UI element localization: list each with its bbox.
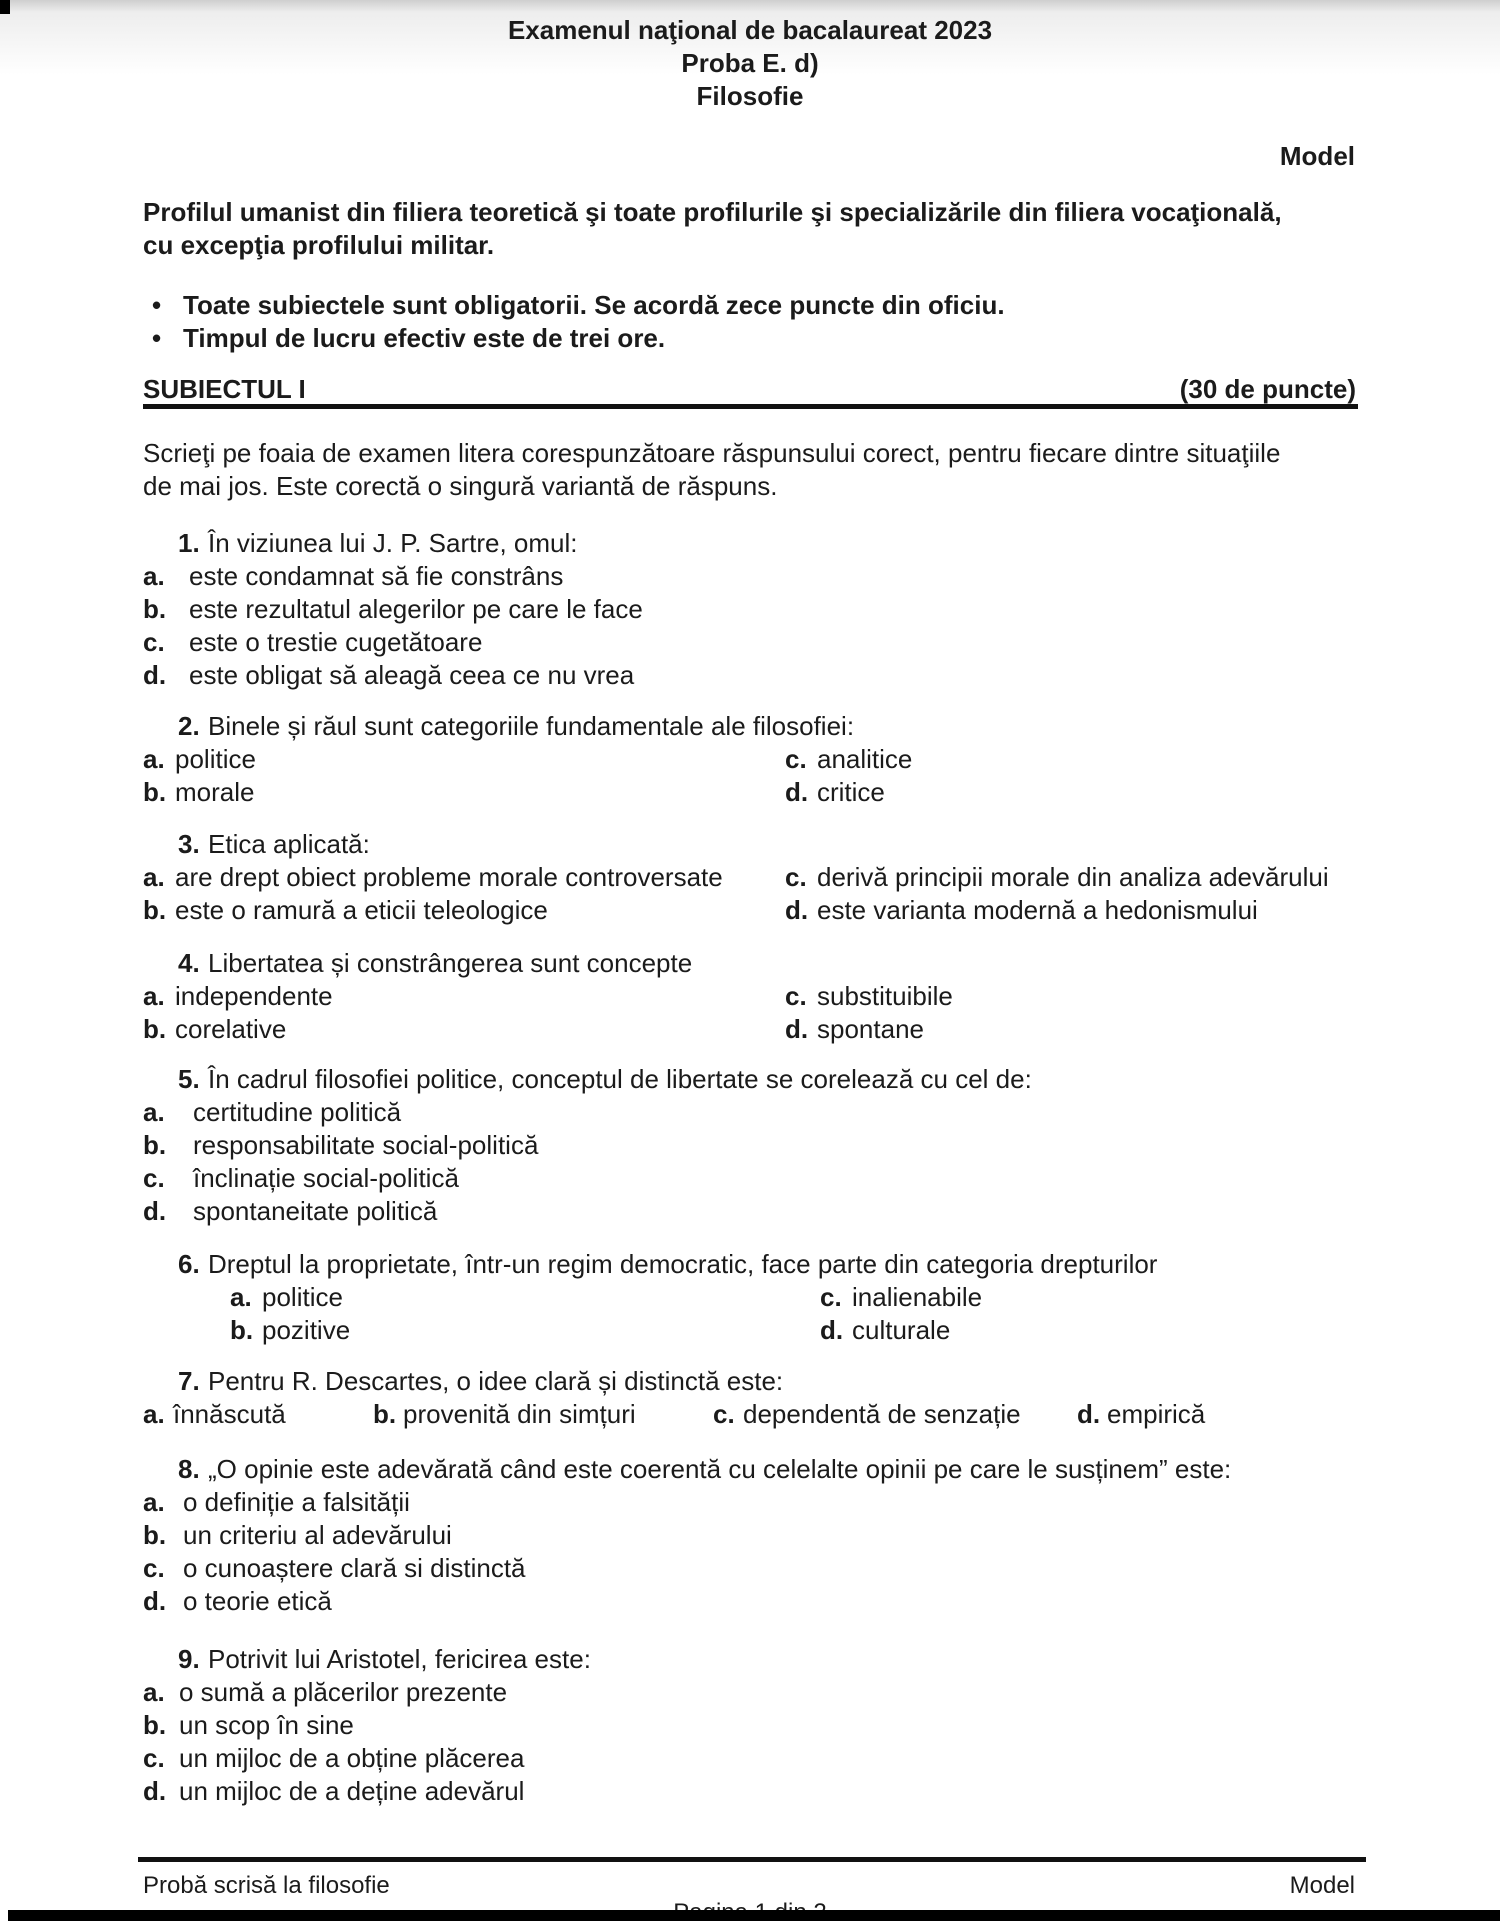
option-text: politice: [175, 744, 256, 774]
question-number: 5.: [178, 1064, 200, 1094]
option: [143, 594, 643, 624]
subject-label: SUBIECTUL I: [143, 374, 306, 404]
bullet-icon: •: [152, 290, 162, 320]
option-letter: c.: [143, 627, 165, 657]
option-text: o cunoaștere clară si distinctă: [183, 1553, 526, 1583]
option-letter: c.: [143, 1163, 165, 1193]
option-letter: d.: [1077, 1399, 1101, 1429]
option-letter: c.: [820, 1282, 842, 1312]
question-text: „O opinie este adevărată când este coerentă cu celelalte opinii pe care le susținem” este:: [208, 1454, 1232, 1484]
question-1: [143, 527, 1483, 692]
profile-note: [143, 196, 1463, 262]
bullet-icon: •: [152, 323, 162, 353]
option: [143, 1487, 410, 1517]
option: [143, 561, 563, 591]
question-4: [143, 947, 1483, 1046]
option-letter: c.: [143, 1743, 165, 1773]
option-row: [143, 1709, 1483, 1742]
option: [785, 981, 953, 1011]
question-8: [143, 1453, 1483, 1618]
option-letter: a.: [143, 981, 165, 1011]
option-text: o sumă a plăcerilor prezente: [179, 1677, 508, 1707]
option-row: [143, 1519, 1483, 1552]
option-column-right: [785, 861, 1329, 894]
option: [143, 1097, 401, 1127]
question-heading: [143, 527, 1483, 560]
question-9: [143, 1643, 1483, 1808]
question-number: 8.: [178, 1454, 200, 1484]
question-text: Dreptul la proprietate, într-un regim democratic, face parte din categoria drepturilor: [208, 1249, 1158, 1279]
question-6: [143, 1248, 1483, 1347]
question-text: În viziunea lui J. P. Sartre, omul:: [208, 528, 578, 558]
option-row: [143, 560, 1483, 593]
option-row: [143, 626, 1483, 659]
option-text: este obligat să aleagă ceea ce nu vrea: [189, 660, 635, 690]
option: [820, 1282, 982, 1312]
option-row: [143, 743, 1483, 776]
question-7: [143, 1365, 1483, 1431]
option-text: culturale: [852, 1315, 951, 1345]
option-row: [143, 1162, 1483, 1195]
option-row: [143, 1676, 1483, 1709]
option-cell: [373, 1398, 636, 1431]
instruction-text: Timpul de lucru efectiv este de trei ore.: [183, 323, 666, 353]
option-text: critice: [817, 777, 885, 807]
option-cell: [713, 1398, 1021, 1431]
option-text: este condamnat să fie constrâns: [189, 561, 564, 591]
option-column-right: [785, 776, 885, 809]
question-heading: [143, 1248, 1483, 1281]
footer-left-text: Probă scrisă la filosofie: [143, 1872, 390, 1899]
option-letter: a.: [143, 1399, 165, 1429]
option-letter: d.: [820, 1315, 844, 1345]
option-column-right: [785, 1013, 924, 1046]
question-heading: [143, 710, 1483, 743]
question-number: 3.: [178, 829, 200, 859]
option-letter: a.: [230, 1282, 252, 1312]
option-text: înnăscută: [173, 1399, 286, 1429]
option: [143, 862, 723, 892]
option: [143, 744, 256, 774]
option-column-right: [785, 743, 912, 776]
option-letter: c.: [143, 1553, 165, 1583]
option-row: [143, 980, 1483, 1013]
option-letter: b.: [143, 1710, 167, 1740]
question-number: 2.: [178, 711, 200, 741]
option-text: un criteriu al adevărului: [183, 1520, 452, 1550]
instruction-text: Toate subiectele sunt obligatorii. Se acordă zece puncte din oficiu.: [183, 290, 1005, 320]
option: [143, 1776, 524, 1806]
option: [143, 660, 634, 690]
option-letter: c.: [785, 981, 807, 1011]
option-letter: d.: [785, 895, 809, 925]
instruction-item: [152, 289, 1452, 322]
option: [143, 1586, 332, 1616]
option: [785, 862, 1329, 892]
option-row: [143, 1281, 1483, 1314]
option: [1077, 1399, 1205, 1429]
option: [785, 895, 1258, 925]
option-letter: b.: [143, 1130, 167, 1160]
option-text: este varianta modernă a hedonismului: [817, 895, 1258, 925]
question-heading: [143, 1063, 1483, 1096]
model-label-top: Model: [1279, 141, 1355, 171]
footer-model-label: Model: [1289, 1872, 1355, 1899]
option-text: analitice: [817, 744, 913, 774]
question-text: Pentru R. Descartes, o idee clară și distinctă este:: [208, 1366, 784, 1396]
question-number: 1.: [178, 528, 200, 558]
option: [230, 1315, 350, 1345]
option-row: [143, 1129, 1483, 1162]
option-letter: a.: [143, 1677, 165, 1707]
question-heading: [143, 1643, 1483, 1676]
question-2: [143, 710, 1483, 809]
question-text: În cadrul filosofiei politice, conceptul de libertate se corelează cu cel de:: [208, 1064, 1032, 1094]
question-text: Binele și răul sunt categoriile fundamentale ale filosofiei:: [208, 711, 855, 741]
footer-divider-rule: [138, 1857, 1366, 1862]
question-number: 4.: [178, 948, 200, 978]
option-text: are drept obiect probleme morale controversate: [175, 862, 723, 892]
option-row: [143, 1398, 1483, 1431]
question-number: 9.: [178, 1644, 200, 1674]
option-row: [143, 1585, 1483, 1618]
option-column-right: [785, 894, 1258, 927]
option-letter: d.: [143, 1586, 167, 1616]
option-row: [143, 1314, 1483, 1347]
question-5: [143, 1063, 1483, 1228]
option-letter: c.: [785, 744, 807, 774]
question-text: Potrivit lui Aristotel, fericirea este:: [208, 1644, 591, 1674]
instructions-list: [152, 289, 1452, 355]
option-text: un scop în sine: [179, 1710, 354, 1740]
option-text: inalienabile: [852, 1282, 983, 1312]
document-title: [0, 14, 1500, 113]
option: [143, 1130, 538, 1160]
option-text: certitudine politică: [193, 1097, 402, 1127]
option-letter: a.: [143, 1487, 165, 1517]
option-text: provenită din simțuri: [403, 1399, 636, 1429]
option-row: [143, 776, 1483, 809]
option: [143, 1163, 459, 1193]
scan-corner-artifact: [0, 0, 10, 14]
subject-points: (30 de puncte): [1179, 374, 1356, 404]
title-line-proba: Proba E. d): [681, 48, 819, 78]
option: [143, 777, 254, 807]
option-row: [143, 1742, 1483, 1775]
option: [143, 1743, 524, 1773]
option-letter: b.: [143, 1014, 167, 1044]
title-line-subject: Filosofie: [696, 81, 804, 111]
option-text: independente: [175, 981, 333, 1011]
option-letter: b.: [143, 1520, 167, 1550]
question-heading: [143, 1365, 1483, 1398]
option: [820, 1315, 950, 1345]
option-text: spontane: [817, 1014, 924, 1044]
instruction-item: [152, 322, 1452, 355]
option-letter: a.: [143, 561, 165, 591]
option-letter: a.: [143, 1097, 165, 1127]
option-text: politice: [262, 1282, 343, 1312]
option: [785, 777, 885, 807]
option-row: [143, 861, 1483, 894]
option-row: [143, 894, 1483, 927]
title-line-exam: Examenul naţional de bacalaureat 2023: [507, 15, 993, 45]
question-text: Etica aplicată:: [208, 829, 370, 859]
option-text: pozitive: [262, 1315, 351, 1345]
option: [713, 1399, 1021, 1429]
option: [785, 744, 912, 774]
scan-bottom-bar-artifact: [8, 1910, 1500, 1921]
option-text: empirică: [1107, 1399, 1206, 1429]
option-cell: [143, 1398, 286, 1431]
option-column-right: [785, 980, 953, 1013]
option-column-right: [820, 1281, 982, 1314]
option-text: o teorie etică: [183, 1586, 332, 1616]
option-text: dependentă de senzație: [743, 1399, 1021, 1429]
question-heading: [143, 1453, 1483, 1486]
option-row: [143, 1096, 1483, 1129]
option: [143, 627, 482, 657]
option-letter: d.: [143, 1196, 167, 1226]
option-letter: d.: [785, 777, 809, 807]
option-letter: a.: [143, 862, 165, 892]
option-text: este o ramură a eticii teleologice: [175, 895, 548, 925]
option: [373, 1399, 636, 1429]
question-number: 7.: [178, 1366, 200, 1396]
option-letter: b.: [143, 777, 167, 807]
option-text: este rezultatul alegerilor pe care le face: [189, 594, 643, 624]
option: [143, 1014, 286, 1044]
option: [143, 1553, 526, 1583]
option: [143, 895, 548, 925]
option-letter: b.: [143, 895, 167, 925]
option-text: un mijloc de a obține plăcerea: [179, 1743, 525, 1773]
subject-instructions-line-1: Scrieţi pe foaia de examen litera corespunzătoare răspunsului corect, pentru fiecare dintre situaţiile: [143, 438, 1281, 468]
subject-instructions: [143, 437, 1463, 503]
option-row: [143, 1195, 1483, 1228]
option-row: [143, 1486, 1483, 1519]
subject-header: [143, 373, 1356, 406]
option: [143, 1196, 437, 1226]
option-cell: [1077, 1398, 1205, 1431]
question-heading: [143, 828, 1483, 861]
option: [143, 1520, 452, 1550]
option-column-right: [820, 1314, 950, 1347]
question-text: Libertatea și constrângerea sunt concepte: [208, 948, 693, 978]
option-text: este o trestie cugetătoare: [189, 627, 483, 657]
option: [143, 981, 333, 1011]
option-letter: d.: [143, 660, 167, 690]
option-letter: a.: [143, 744, 165, 774]
option-row: [143, 1775, 1483, 1808]
option: [143, 1710, 354, 1740]
option-row: [143, 1013, 1483, 1046]
option-letter: c.: [713, 1399, 735, 1429]
option-text: înclinație social-politică: [193, 1163, 459, 1193]
subject-divider-rule: [143, 404, 1358, 409]
option-letter: b.: [373, 1399, 397, 1429]
option-text: morale: [175, 777, 255, 807]
option-text: substituibile: [817, 981, 953, 1011]
question-heading: [143, 947, 1483, 980]
question-number: 6.: [178, 1249, 200, 1279]
option-letter: b.: [143, 594, 167, 624]
option-text: un mijloc de a deține adevărul: [179, 1776, 525, 1806]
option: [230, 1282, 343, 1312]
option-letter: c.: [785, 862, 807, 892]
option: [143, 1677, 507, 1707]
option-letter: d.: [785, 1014, 809, 1044]
profile-note-line-1: Profilul umanist din filiera teoretică şi toate profilurile şi specializările din filiera vocaţională,: [143, 197, 1282, 227]
option-letter: b.: [230, 1315, 254, 1345]
option-row: [143, 1552, 1483, 1585]
option-row: [143, 659, 1483, 692]
profile-note-line-2: cu excepţia profilului militar.: [143, 230, 495, 260]
option-text: spontaneitate politică: [193, 1196, 438, 1226]
option-text: responsabilitate social-politică: [193, 1130, 539, 1160]
option-text: o definiție a falsității: [183, 1487, 410, 1517]
option-row: [143, 593, 1483, 626]
question-3: [143, 828, 1483, 927]
option-text: derivă principii morale din analiza adevărului: [817, 862, 1329, 892]
option-letter: d.: [143, 1776, 167, 1806]
option: [143, 1399, 286, 1429]
subject-instructions-line-2: de mai jos. Este corectă o singură variantă de răspuns.: [143, 471, 778, 501]
option: [785, 1014, 924, 1044]
option-text: corelative: [175, 1014, 287, 1044]
